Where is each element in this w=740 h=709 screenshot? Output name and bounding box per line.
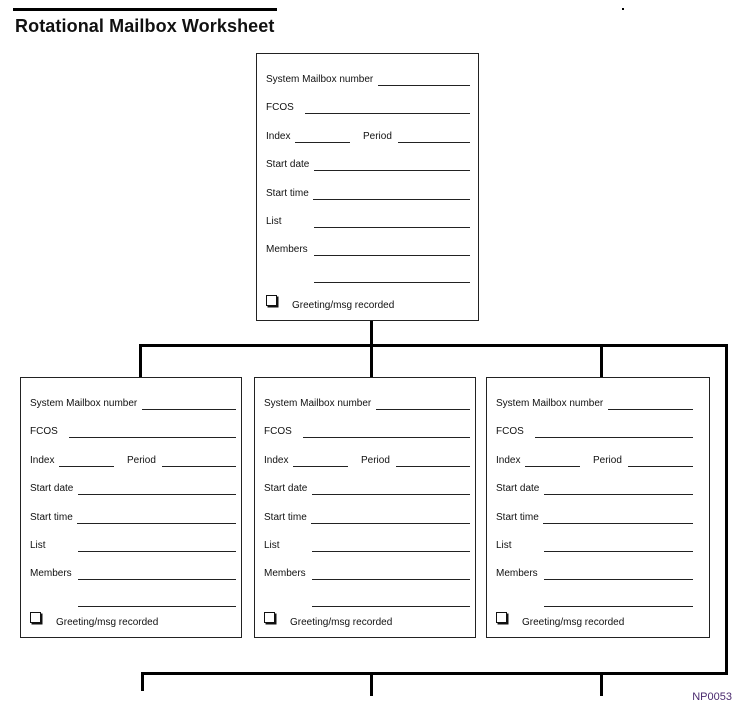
list-field[interactable] <box>78 551 236 552</box>
members-field-extra[interactable] <box>544 606 693 607</box>
list-label: List <box>496 540 512 551</box>
index-field[interactable] <box>295 142 350 143</box>
period-label: Period <box>363 130 392 142</box>
fcos-label: FCOS <box>266 102 294 114</box>
greeting-recorded-label: Greeting/msg recorded <box>290 617 393 628</box>
start-date-field[interactable] <box>78 494 236 495</box>
system-mailbox-number-label: System Mailbox number <box>266 74 374 85</box>
list-field[interactable] <box>312 551 470 552</box>
list-label: List <box>266 216 282 227</box>
top-card-stem <box>370 320 373 346</box>
index-label: Index <box>266 130 291 142</box>
index-field[interactable] <box>293 466 348 467</box>
period-label: Period <box>593 454 622 466</box>
fcos-label: FCOS <box>264 426 292 438</box>
system-mailbox-number-field[interactable] <box>608 409 693 410</box>
greeting-recorded-label: Greeting/msg recorded <box>522 617 625 628</box>
page-title: Rotational Mailbox Worksheet <box>15 16 275 36</box>
index-field[interactable] <box>525 466 580 467</box>
start-time-label: Start time <box>266 187 309 199</box>
mailbox-card-right <box>486 377 710 638</box>
figure-code: NP0053 <box>692 691 732 703</box>
period-field[interactable] <box>162 466 236 467</box>
right-drop-line <box>600 344 603 378</box>
greeting-recorded-checkbox[interactable] <box>30 612 41 623</box>
members-field[interactable] <box>314 255 470 256</box>
members-field[interactable] <box>78 579 236 580</box>
greeting-recorded-checkbox[interactable] <box>264 612 275 623</box>
start-date-label: Start date <box>30 483 74 495</box>
members-field-extra[interactable] <box>314 282 470 283</box>
greeting-recorded-label: Greeting/msg recorded <box>292 300 395 311</box>
members-field-extra[interactable] <box>78 606 236 607</box>
fcos-field[interactable] <box>305 113 470 114</box>
middle-drop-line <box>370 344 373 378</box>
start-date-label: Start date <box>264 483 308 495</box>
fcos-field[interactable] <box>535 437 693 438</box>
left-drop-line <box>139 344 142 378</box>
index-label: Index <box>496 454 521 466</box>
fcos-field[interactable] <box>69 437 236 438</box>
right-bottom-stub <box>600 672 603 696</box>
greeting-recorded-checkbox[interactable] <box>266 295 277 306</box>
system-mailbox-number-field[interactable] <box>378 85 470 86</box>
index-label: Index <box>30 454 55 466</box>
index-label: Index <box>264 454 289 466</box>
system-mailbox-number-label: System Mailbox number <box>496 398 604 409</box>
system-mailbox-number-label: System Mailbox number <box>30 398 138 409</box>
members-field[interactable] <box>312 579 470 580</box>
start-date-field[interactable] <box>314 170 470 171</box>
mailbox-card-left <box>20 377 242 638</box>
index-field[interactable] <box>59 466 114 467</box>
period-field[interactable] <box>398 142 470 143</box>
members-label: Members <box>496 568 538 580</box>
start-time-field[interactable] <box>543 523 693 524</box>
greeting-recorded-checkbox[interactable] <box>496 612 507 623</box>
members-field-extra[interactable] <box>312 606 470 607</box>
start-time-label: Start time <box>264 511 307 523</box>
start-time-field[interactable] <box>313 199 470 200</box>
greeting-recorded-label: Greeting/msg recorded <box>56 617 159 628</box>
fcos-field[interactable] <box>303 437 470 438</box>
title-top-rule <box>13 8 277 11</box>
period-field[interactable] <box>396 466 470 467</box>
period-label: Period <box>361 454 390 466</box>
list-label: List <box>264 540 280 551</box>
fcos-label: FCOS <box>496 426 524 438</box>
middle-bottom-stub <box>370 672 373 696</box>
period-field[interactable] <box>628 466 693 467</box>
members-label: Members <box>264 568 306 580</box>
period-label: Period <box>127 454 156 466</box>
list-field[interactable] <box>314 227 470 228</box>
members-label: Members <box>266 244 308 256</box>
system-mailbox-number-field[interactable] <box>142 409 236 410</box>
start-time-field[interactable] <box>77 523 236 524</box>
fcos-label: FCOS <box>30 426 58 438</box>
left-bottom-stub <box>141 672 144 691</box>
start-time-label: Start time <box>30 511 73 523</box>
lower-horizontal-line <box>141 672 728 675</box>
start-time-field[interactable] <box>311 523 470 524</box>
start-time-label: Start time <box>496 511 539 523</box>
list-field[interactable] <box>544 551 693 552</box>
mailbox-card-top <box>256 53 479 321</box>
members-field[interactable] <box>544 579 693 580</box>
start-date-label: Start date <box>266 159 310 171</box>
mailbox-card-middle <box>254 377 476 638</box>
system-mailbox-number-label: System Mailbox number <box>264 398 372 409</box>
start-date-label: Start date <box>496 483 540 495</box>
start-date-field[interactable] <box>312 494 470 495</box>
system-mailbox-number-field[interactable] <box>376 409 470 410</box>
list-label: List <box>30 540 46 551</box>
right-vertical-loop-line <box>725 344 728 675</box>
upper-horizontal-line <box>139 344 728 347</box>
start-date-field[interactable] <box>544 494 693 495</box>
members-label: Members <box>30 568 72 580</box>
stray-mark <box>622 8 624 10</box>
